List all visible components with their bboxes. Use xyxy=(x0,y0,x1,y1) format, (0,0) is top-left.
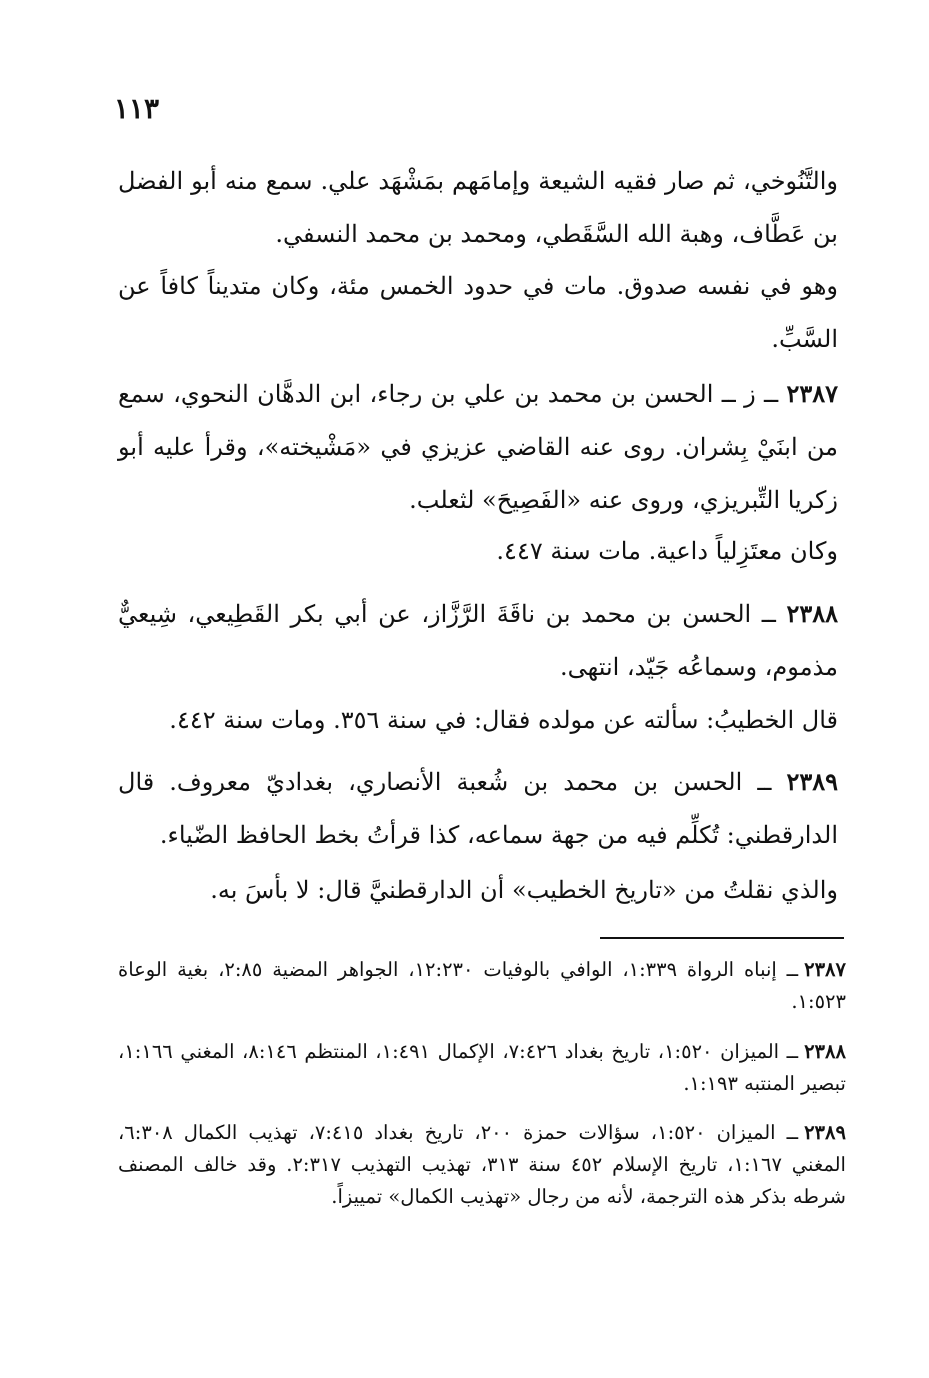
footnote-2389-text: ــ الميزان ١:٥٢٠، سؤالات حمزة ٢٠٠، تاريخ بغداد ٧:٤١٥، تهذيب الكمال ٦:٣٠٨، المغني ١:١٦٧، تاريخ الإسلام ٤٥٢ سنة ٣١٣، تهذيب التهذيب ٢:٣١٧. وقد خالف المصنف شرطه بذكر هذه الترجمة، لأنه من رجال «تهذيب الكمال» تمييزاً. xyxy=(118,1121,846,1208)
paragraph-6 xyxy=(118,694,838,747)
paragraph-2 xyxy=(118,260,838,366)
entry-2387 xyxy=(118,367,838,527)
footnote-separator xyxy=(600,937,844,939)
paragraph-8 xyxy=(118,864,838,917)
entry-2388-text: ــ الحسن بن محمد بن ناقَةَ الرَّزَّاز، عن أبي بكر القَطِيعي، شِيعيٌّ مذموم، وسماعُه جَيّد، انتهى. xyxy=(118,600,838,681)
paragraph-2-text: وهو في نفسه صدوق. مات في حدود الخمس مئة، وكان متديناً كافاً عن السَّبِّ. xyxy=(118,272,838,353)
paragraph-6-text: قال الخطيبُ: سألته عن مولده فقال: في سنة ٣٥٦. ومات سنة ٤٤٢. xyxy=(169,706,838,734)
entry-2388 xyxy=(118,587,838,694)
footnote-2387 xyxy=(118,954,846,1018)
paragraph-4 xyxy=(118,525,838,578)
entry-2389 xyxy=(118,755,838,862)
paragraph-4-text: وكان معتَزِلياً داعية. مات سنة ٤٤٧. xyxy=(496,537,838,565)
footnote-2387-number: ٢٣٨٧ xyxy=(804,958,846,981)
entry-2387-number: ٢٣٨٧ xyxy=(786,379,838,408)
footnote-2388-text: ــ الميزان ١:٥٢٠، تاريخ بغداد ٧:٤٢٦، الإكمال ١:٤٩١، المنتظم ٨:١٤٦، المغني ١:١٦٦، تبصير المنتبه ١:١٩٣. xyxy=(118,1040,846,1095)
entry-2388-number: ٢٣٨٨ xyxy=(786,599,838,628)
footnote-2388 xyxy=(118,1036,846,1100)
footnote-2387-text: ــ إنباه الرواة ١:٣٣٩، الوافي بالوفيات ١٢:٢٣٠، الجواهر المضية ٢:٨٥، بغية الوعاة ١:٥٢٣. xyxy=(118,958,846,1013)
entry-2387-text: ــ ز ــ الحسن بن محمد بن علي بن رجاء، ابن الدهَّان النحوي، سمع من ابنَيْ بِشران. روى عنه القاضي عزيزي في «مَشْيخته»، وقرأ عليه أبو زكريا التِّبريزي، وروى عنه «الفَصِيحَ» لثعلب. xyxy=(118,380,838,514)
paragraph-1 xyxy=(118,155,838,261)
footnote-2389-number: ٢٣٨٩ xyxy=(804,1121,846,1144)
footnote-2389 xyxy=(118,1117,846,1213)
paragraph-8-text: والذي نقلتُ من «تاريخ الخطيب» أن الدارقطنيَّ قال: لا بأسَ به. xyxy=(210,876,838,904)
paragraph-1-text: والتَّنُوخي، ثم صار فقيه الشيعة وإمامَهم بمَشْهَد علي. سمع منه أبو الفضل بن عَطَّاف، وهبة الله السَّقَطي، ومحمد بن محمد النسفي. xyxy=(118,167,839,248)
entry-2389-number: ٢٣٨٩ xyxy=(786,767,838,796)
page-number: ١١٣ xyxy=(113,92,159,125)
entry-2389-text: ــ الحسن بن محمد بن شُعبة الأنصاري، بغداديّ معروف. قال الدارقطني: تُكلِّم فيه من جهة سماعه، كذا قرأتُ بخط الحافظ الضّياء. xyxy=(118,768,838,849)
footnote-2388-number: ٢٣٨٨ xyxy=(804,1040,846,1063)
